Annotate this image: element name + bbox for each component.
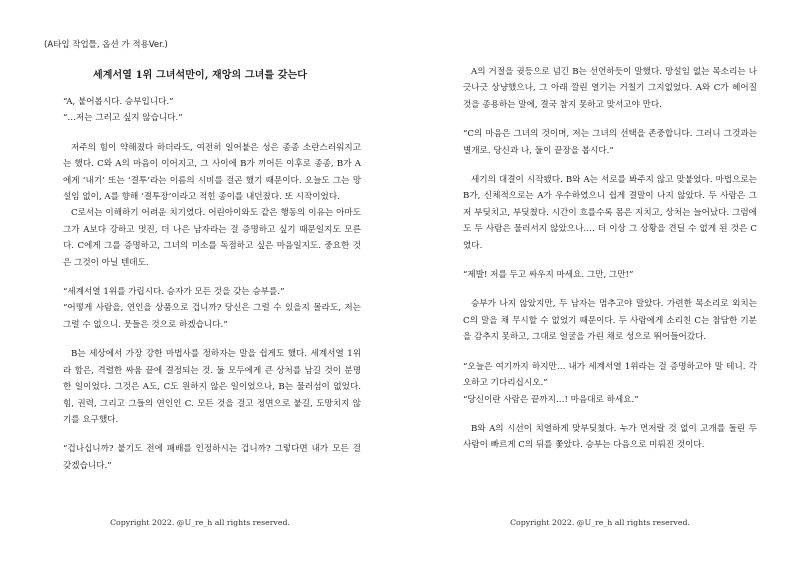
dialogue-line: “…저는 그러고 싶지 않습니다.” <box>63 113 183 124</box>
dialogue-line: “제발! 저를 두고 싸우지 마세요. 그만, 그만!” <box>463 270 634 281</box>
dialogue-line: “A, 붙어봅시다. 승부입니다.” <box>63 97 174 107</box>
paragraph-gap <box>463 408 757 421</box>
header-note: (A타입 작업틀, 옵션 가 적용Ver.) <box>44 40 168 50</box>
paragraph-gap <box>63 333 361 346</box>
paragraph-gap <box>463 113 757 126</box>
paragraph-gap <box>463 346 757 359</box>
page-title: 세계서열 1위 그녀석만이, 재앙의 그녀를 갖는다 <box>93 70 307 81</box>
narrative-paragraph: 저주의 힘이 약해졌다 하더라도, 여전히 일어붙은 성은 종종 소란스러워지고는 했다. C와 A의 마음이 이어지고, 그 사이에 B가 끼어든 이후로 종종, B가 A에게 ‘내기’ 또는 ‘결투’라는 이름의 시비를 걸곤 했기 때문이다. 오늘도 그는 망설임 없이, A를 향해 ‘결투장’이라고 적힌 종이를 내던졌다. 또 시작이었다. <box>63 142 361 203</box>
dialogue-line: “당신이란 사람은 끝까지…! 마음대로 하세요.” <box>463 394 639 405</box>
paragraph-gap <box>463 159 757 172</box>
paragraph-gap <box>63 127 361 140</box>
paragraph-gap <box>463 254 757 267</box>
dialogue-line: “세계서열 1위를 가립시다. 승자가 모든 것을 갖는 승부를.” <box>63 287 285 298</box>
narrative-paragraph: 승부가 나지 않았지만, 두 남자는 멈추고야 말았다. 가련한 목소리로 외치는 C의 말을 채 무시할 수 없었기 때문이다. 두 사람에게 소리친 C는 참담한 기분을 감추지 못하고, 그대로 얼굴을 가린 채로 성으로 뛰어들어갔다. <box>463 299 757 343</box>
copyright-footer: Copyright 2022. @U_re_h all rights reserved. <box>110 518 290 527</box>
right-body <box>463 64 757 454</box>
narrative-paragraph: B와 A의 시선이 치열하게 맞부딪쳤다. 누가 먼저랄 것 없이 고개를 돌린 두 사람이 빠르게 C의 뒤를 쫓았다. 승부는 다음으로 미뤄진 것이다. <box>463 423 757 451</box>
narrative-paragraph: A의 거절을 귓등으로 넘긴 B는 선언하듯이 말했다. 망설임 없는 목소리는 나긋나긋 상냥했으나, 그 아래 깔린 열기는 거칠기 그지없었다. A와 C가 헤어질 것을 종용하는 말에, 결국 참지 못하고 맞서고야 만다. <box>463 67 757 110</box>
narrative-paragraph: B는 세상에서 가장 강한 마법사를 정하자는 말을 쉽게도 했다. 세계서열 1위라 함은, 격렬한 싸움 끝에 결정되는 것. 둘 모두에게 큰 상처를 남길 것이 분명한 일이었다. 그것은 A도, C도 원하지 않은 일이었으나, B는 물러섬이 없었다. 힘, 권력, 그리고 그들의 연인인 C. 모든 것을 걸고 정면으로 붙길, 도망치지 않기를 요구했다. <box>63 349 361 425</box>
paragraph-gap <box>463 283 757 296</box>
paragraph-gap <box>63 428 361 441</box>
right-page <box>400 0 800 566</box>
narrative-paragraph: C로서는 이해하기 어려운 치기였다. 어린아이와도 같은 행동의 이유는 아마도 그가 A보다 강하고 멋진, 더 나은 남자라는 걸 증명하고 싶기 때문일지도 모른다. C에게 그를 증명하고, 그녀의 미소를 독점하고 싶은 마음일지도. 중요한 것은 그것이 아닐 텐데도. <box>63 208 361 268</box>
dialogue-line: “오늘은 여기까지 하지만… 내가 세계서열 1위라는 걸 증명하고야 말 테니. 각오하고 기다리십시오.” <box>463 361 757 389</box>
dialogue-line: “C의 마음은 그녀의 것이며, 저는 그녀의 선택을 존중합니다. 그러니 그것과는 별개로. 당신과 나, 둘이 끝장을 봅시다.” <box>463 129 757 156</box>
narrative-paragraph: 세기의 대결이 시작됐다. B와 A는 서로를 봐주지 않고 맞붙었다. 마법으로는 B가, 신체적으로는 A가 우수하였으니 쉽게 결말이 나지 않았다. 두 사람은 그저 부딪치고, 부딪쳤다. 시간이 흐를수록 몸은 지치고, 상처는 늘어났다. 그럼에도 두 사람은 물러서지 않았으나…. 더 이상 그 상황을 견딜 수 없게 된 것은 C였다. <box>463 175 757 251</box>
dialogue-line: “겁나십니까? 붙기도 전에 패배를 인정하시는 겁니까? 그렇다면 내가 모든 걸 갖겠습니다.” <box>63 444 361 471</box>
dialogue-line: “어떻게 사람을, 연인을 상품으로 겁니까? 당신은 그럴 수 있을지 몰라도, 저는 그럴 수 없으니. 뭇들은 것으로 하겠습니다.” <box>63 303 361 330</box>
paragraph-gap <box>63 271 361 284</box>
copyright-footer: Copyright 2022. @U_re_h all rights reserved. <box>510 518 690 527</box>
left-body <box>63 94 361 474</box>
